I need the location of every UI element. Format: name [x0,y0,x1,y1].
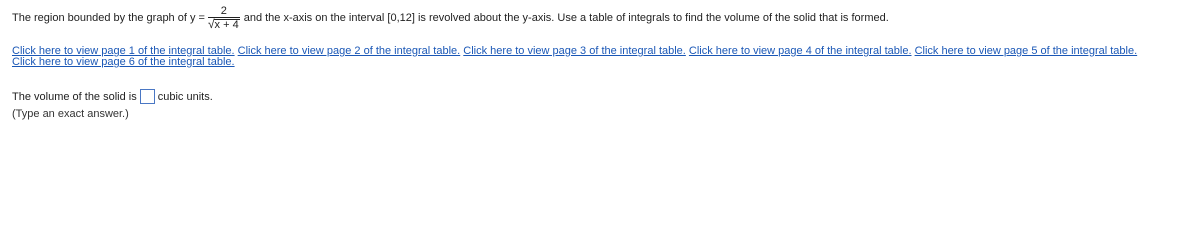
answer-suffix: cubic units. [157,90,213,103]
integral-table-link-page-2[interactable]: Click here to view page 2 of the integral table. [237,45,461,57]
question-suffix: and the x-axis on the interval [0,12] is revolved about the y-axis. Use a table of integrals to find the volume of the solid that is formed. [243,12,889,24]
integral-table-links [12,46,1192,68]
integral-table-link-page-1[interactable]: Click here to view page 1 of the integral table. [12,45,235,57]
answer-prefix: The volume of the solid is [12,90,137,103]
volume-answer-input[interactable] [140,89,155,104]
answer-line [12,89,213,104]
answer-hint: (Type an exact answer.) [12,108,129,120]
fraction [208,5,240,31]
integral-table-link-page-5[interactable]: Click here to view page 5 of the integral table. [914,45,1138,57]
integral-table-link-page-3[interactable]: Click here to view page 3 of the integral table. [463,45,686,57]
fraction-numerator: 2 [220,5,227,17]
question-prefix: The region bounded by the graph of y = [12,12,205,24]
integral-table-link-page-4[interactable]: Click here to view page 4 of the integral table. [688,45,912,57]
radicand: x + 4 [214,19,239,31]
question-text [12,4,889,32]
radical-sign-icon: √ [207,17,215,31]
fraction-denominator [208,18,240,31]
integral-table-link-page-6[interactable]: Click here to view page 6 of the integral table. [12,56,235,68]
